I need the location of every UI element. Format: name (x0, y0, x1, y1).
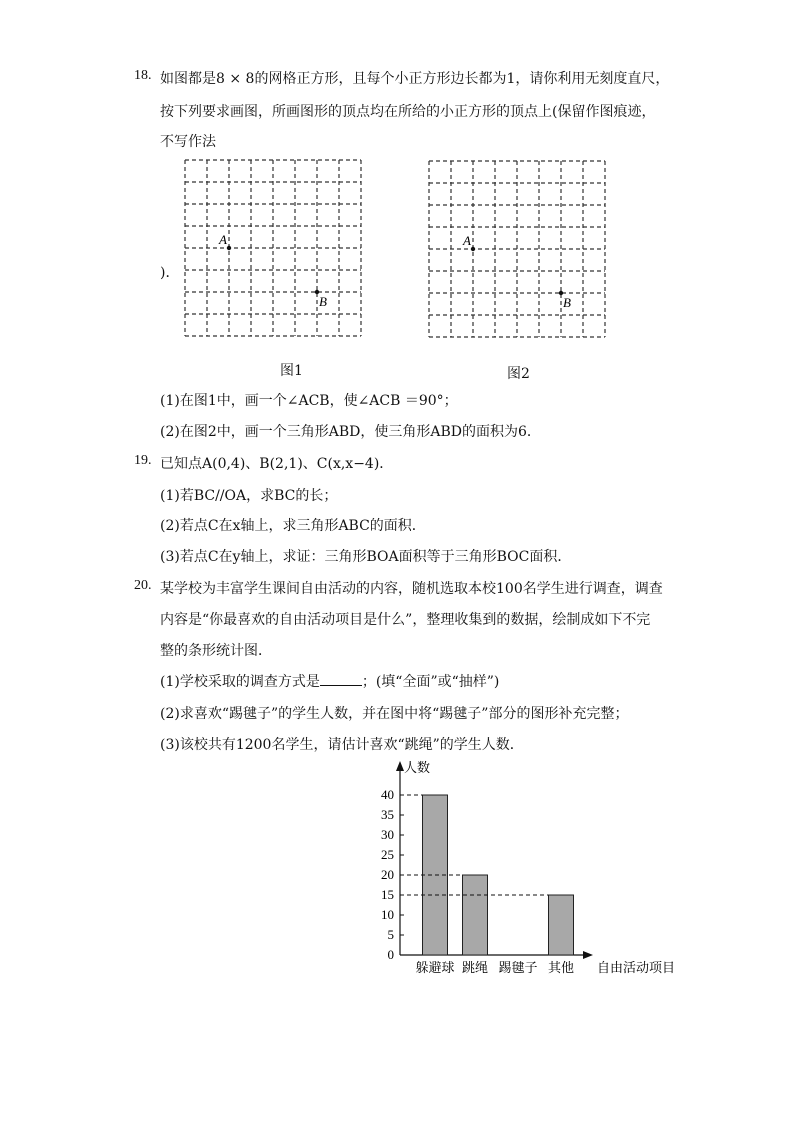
q18-line4: )． (160, 265, 180, 281)
point-a-dot (227, 246, 231, 250)
category-label: 躲避球 (415, 960, 455, 975)
q19-number: 19. (134, 453, 152, 468)
x-axis-arrow (583, 951, 593, 959)
q19-part3: (3)若点C在y轴上，求证：三角形BOA面积等于三角形BOC面积． (160, 549, 572, 565)
q19-part1: (1)若BC//OA，求BC的长； (160, 488, 338, 504)
bar-chart (355, 755, 675, 985)
grid-figure-1 (180, 155, 370, 345)
y-tick-label: 10 (381, 907, 394, 922)
y-tick-label: 0 (387, 947, 394, 962)
q18-part2: (2)在图2中，画一个三角形ABD，使三角形ABD的面积为6． (160, 424, 541, 440)
y-tick-label: 40 (381, 787, 394, 802)
y-tick-label: 15 (381, 887, 394, 902)
q20-line3: 整的条形统计图． (160, 643, 272, 659)
category-label: 踢毽子 (498, 960, 538, 975)
y-tick-label: 5 (387, 927, 394, 942)
point-a-dot (471, 247, 475, 251)
y-tick-label: 35 (381, 807, 394, 822)
q20-line2: 内容是“你最喜欢的自由活动项目是什么”，整理收集到的数据，绘制成如下不完 (160, 612, 651, 628)
figure-1-caption: 图1 (280, 363, 303, 379)
grid-lines (185, 160, 361, 336)
answer-blank[interactable] (320, 673, 362, 686)
q20-part1-suffix: ；(填“全面”或“抽样”) (361, 674, 500, 690)
q20-part2: (2)求喜欢“踢毽子”的学生人数，并在图中将“踢毽子”部分的图形补充完整； (160, 706, 629, 722)
grid-figure-2 (424, 156, 614, 346)
point-a-label: A (219, 232, 227, 247)
y-tick-label: 25 (381, 847, 394, 862)
q18-line2: 按下列要求画图，所画图形的顶点均在所给的小正方形的顶点上(保留作图痕迹， (160, 104, 656, 120)
category-label: 跳绳 (461, 960, 489, 975)
y-tick-label: 20 (381, 867, 394, 882)
category-label: 其他 (547, 960, 575, 975)
q18-line3: 不写作法 (160, 134, 216, 150)
q18-part1: (1)在图1中，画一个∠ACB，使∠ACB ＝90°； (160, 393, 458, 409)
grid-lines (429, 161, 605, 337)
y-axis-label: 人数 (404, 760, 431, 775)
bar-3 (549, 895, 574, 955)
q20-line1: 某学校为丰富学生课间自由活动的内容，随机选取本校100名学生进行调查，调查 (160, 581, 663, 597)
q19-part2: (2)若点C在x轴上，求三角形ABC的面积． (160, 518, 426, 534)
q19-stem: 已知点A(0,4)、B(2,1)、C(x,x−4)． (160, 456, 394, 472)
point-b-label: B (319, 294, 327, 309)
figure-2-caption: 图2 (507, 366, 530, 382)
x-axis-label: 自由活动项目 (597, 960, 675, 975)
q20-part3: (3)该校共有1200名学生，请估计喜欢“跳绳”的学生人数． (160, 737, 524, 753)
q20-number: 20. (134, 578, 152, 593)
y-tick-label: 30 (381, 827, 394, 842)
bar-1 (463, 875, 488, 955)
point-b-label: B (563, 295, 571, 310)
q20-part1 (160, 671, 499, 691)
point-a-label: A (463, 233, 471, 248)
q20-part1-prefix: (1)学校采取的调查方式是 (160, 674, 320, 690)
y-axis-arrow (396, 761, 404, 771)
q18-number: 18. (134, 68, 152, 83)
q18-line1: 如图都是8 × 8的网格正方形，且每个小正方形边长都为1，请你利用无刻度直尺， (160, 71, 670, 87)
